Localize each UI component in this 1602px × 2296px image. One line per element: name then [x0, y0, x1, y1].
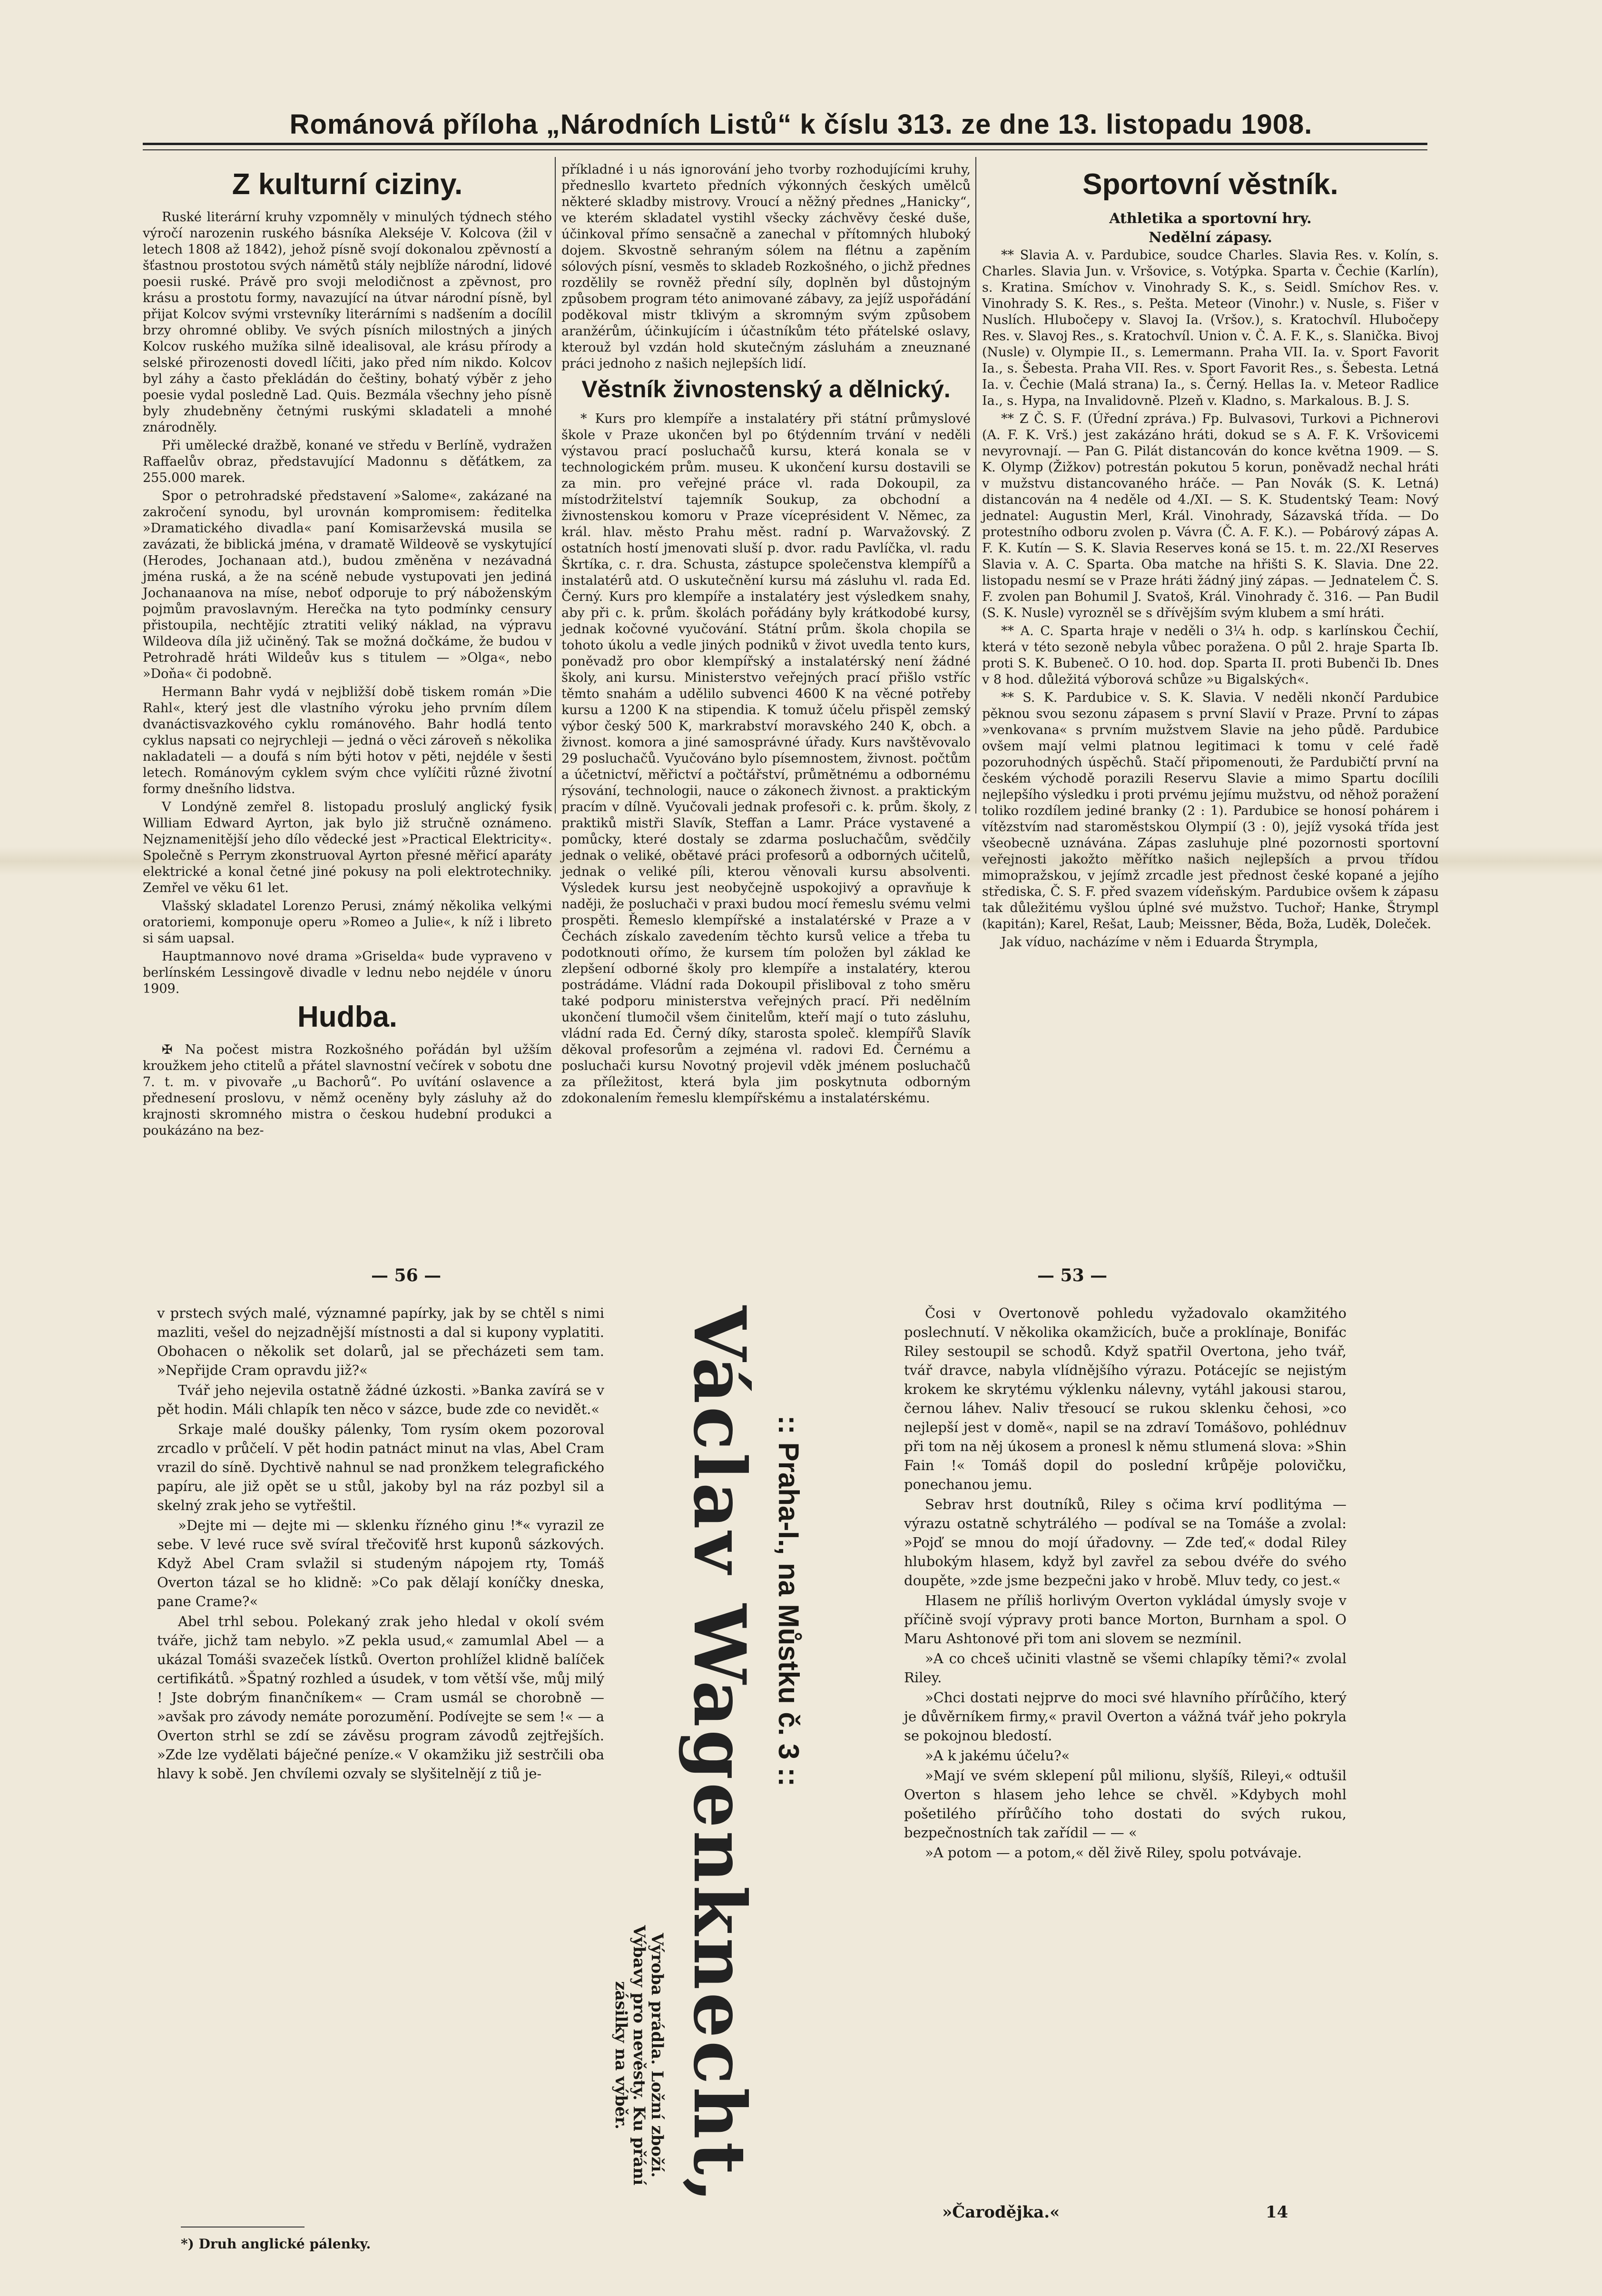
sport-para: ** Slavia A. v. Pardubice, soudce Charles. Slavia Res. v. Kolín, s. Charles. Slavia Jun. v. Vršovice, s. Votýpka. Sparta v. Čechie (Karlín), s. Kratina. Smíchov v. Vinohrady S. K., s. Seidl. Smíchov Res. v. Vinohrady S. K. Res., s. Pešta. Meteor (Vinohr.) v. Nusle, s. Fišer v Nuslích. Hlubočepy v. Slavoj Ia. (Vršov.), s. Kratochvíl. Hlubočepy Res. v. Slavoj Res., s. Kratochvíl. Union v. Č. A. F. K., s. Slanička. Bivoj (Nusle) v. Olympie II., s. Lemermann. Praha VII. Ia. v. Sport Favorit Ia., s. Šebesta. Praha VII. Res. v. Sport Favorit Res., s. Šebesta. Letná Ia. v. Čechie (Malá strana) Ia., s. Černý. Hellas Ia. v. Meteor Radlice Ia., s. Hypa, na Invalidovně. Plzeň v. Kladno, s. Markalous. B. J. S.: [982, 248, 1439, 408]
culture-para: Vlašský skladatel Lorenzo Perusi, známý několika velkými oratoriemi, komponuje operu »Romeo a Julie«, k níž i libreto si sám uapsal.: [143, 899, 552, 946]
sport-para: ** S. K. Pardubice v. S. K. Slavia. V neděli nkončí Pardubice pěknou svou sezonu zápasem s první Slavií v Praze. První to zápas »venkovana« s prvním mužstvem Slavie na jeho půdě. Pardubice ovšem mají velmi platnou legitimaci k tomu v celé řadě pozoruhodných úspěchů. Stačí připomenouti, že Pardubičtí první na českém východě porazili Reservu Slavie a mimo Spartu docílili nejlepšího výsledku i proti prvému jejímu mužstvu, od něhož poražení toliko rozdílem jediné branky (2 : 1). Pardubice se honosí pohárem i vítězstvím nad staroměstskou Olympií (3 : 0), jejíž vysoká třída jest všeobecně uznávána. Zápas zasluhuje plné pozornosti sportovní veřejnosti jakožto měřítko našich nejlepších a prvou třídou mimopražskou, v jejímž zrcadle jest přednost české kopané a jejího střediska, Č. S. F. před svazem vídeňským. Pardubice ovšem k zápasu tak důležitému vyšlou úplné své mužstvo. Tuchoř; Hanke, Štrympl (kapitán); Karel, Rešat, Laub; Meissner, Běda, Boža, Luděk, Doleček.: [982, 690, 1439, 932]
novel-page-right: [904, 1304, 1346, 1863]
column-sport: [982, 165, 1439, 952]
trade-para: * Kurs pro klempíře a instalatéry při státní průmyslové škole v Praze ukončen byl po 6týdenním trvání v neděli výstavou prací posluchačů kursu, která konala se v technologickém prům. museu. K ukončení kursu dostavili se za min. pro veřejné práce vl. rada Dokoupil, za místodržitelství tajemník Soukup, za obchodní a živnostenskou komoru v Praze víceprésident V. Němec, za král. hlav. město Prahu měst. radní p. Warvažovský. Z ostatních hostí jmenovati sluší p. dvor. radu Pavlíčka, vl. radu Škrtíka, c. r. dra. Schusta, zástupce společenstva klempířů a instalatérů atd. O uskutečnění kursu má zásluhu vl. rada Ed. Černý. Kurs pro klempíře a instalatéry jest výsledkem snahy, aby při c. k. prům. školách pořádány byly krátkodobé kursy, jednak kočovné vyučování. Státní prům. škola chopila se tohoto úkolu a vedle jiných podniků v život uvedla tento kurs, poněvadž pro obor klempířský a instalatérský není žádné školy, ani kursu. Ministerstvo veřejných prací přišlo vstříc těmto snahám a udělilo subvenci 4600 K na věcné potřeby kursu a 1200 K na stipendia. K tomuž účelu přispěl zemský výbor český 500 K, markrabství moravského 240 K, obch. a živnost. komora a jiné samosprávné úřady. Kurs navštěvovalo 29 posluchačů. Vyučováno bylo písemnostem, živnost. počtům a účetnictví, měřictví a počtářství, průmětnému a odbornému rýsování, technologii, nauce o zákonech živnost. a praktickým pracím v dílně. Vyučovali jednak profesoři c. k. prům. školy, z praktiků mistři Slavík, Steffan a Lamr. Práce vystavené a pomůcky, které dostaly se zdarma posluchačům, svědčily jednak o veliké, obětavé práci profesorů a odborných učitelů, jednak o veliké píli, kterou věnovali kursu absolventi. Výsledek kursu jest neobyčejně uspokojivý a opravňuje k naději, že posluchači v praxi budou mocí řemeslu svému velmi prospěti. Řemeslo klempířské a instalatérské v Praze a v Čechách získalo zavedením těchto kursů velice a třeba tu podotknouti ořímo, že kursem tím položen byl základ ke zlepšení odborné školy pro klempíře a instalatéry, kterou postrádáme. Vládní rada Dokoupil přisliboval z toho směru také podporu ministerstva veřejných prací. Při nedělním ukončení tlumočil všem činitelům, kteří mají o tuto zásluhu, vládní rada Ed. Černý díky, starosta společ. klempířů Slavík děkoval profesorům a zejména vl. radovi Ed. Černému a posluchači kursu Novotný projevil vděk jménem posluchačů za příležitost, která byla jim poskytnuta odborným zdokonalením řemeslu klempířskému a instalatérskému.: [561, 412, 971, 1106]
novel-para: Sebrav hrst doutníků, Riley s očima krví podlitýma — výrazu ostatně schytrálého — podíval se na Tomáše a zvolal: »Pojď se mnou do mojí úřadovny. — Zde teď,« dodal Riley hlubokým hlasem, když byl zavřel za sebou dvéře do svého doupěte, »zde jsme bezpečni jako v hrobě. Mluv tedy, co jest.«: [904, 1496, 1346, 1589]
advert-company-name: Václav Wagenknecht,: [678, 1305, 761, 2206]
novel-para: »A potom — a potom,« děl živě Riley, spolu potvávaje.: [925, 1845, 1302, 1861]
sport-subheading: Nedělní zápasy.: [1149, 229, 1272, 246]
column-trade: [561, 162, 971, 1109]
novel-para: »Mají ve svém sklepení půl milionu, slyšíš, Rileyi,« odtušil Overton s hlasem jeho lehce se chvěl. »Kdybych mohl pošetilého přírůčího toho dostati do svých rukou, bezpečnostních tak zařídil — — «: [904, 1767, 1346, 1841]
culture-para: Spor o petrohradské představení »Salome«, zakázané na zakročení synodu, byl urovnán kompromisem: ředitelka »Dramatického divadla« paní Komisarževská musila se zavázati, že biblická jména, v dramatě Wildeově se vyskytující (Herodes, Jochanaan atd.), budou změněna v nezávadná jména ruská, a že na scéně nebude vystupovati jen jediná Jochanaanova na míse, neboť odporuje to prý náboženským pojmům pravoslavným. Herečka na tyto podmínky censury přistoupila, nechtějíc ztratiti veliký náklad, na výpravu Wildeova díla již učiněný. Tak se možná dočkáme, že budou v Petrohradě hráti Wildeův kus s titulem — »Olga«, nebo »Doňa« či podobně.: [143, 489, 552, 681]
music-continued: příkladné i u nás ignorování jeho tvorby rozhodujícími kruhy, přednesllo kvarteto předních výkonných českých umělců některé skladby mistrovy. Vroucí a něžný přednes „Hanicky“, ve kterém skladatel vystihl všecky záchvěvy české duše, účinkoval přímo sensačně a zanechal v přítomných hluboký dojem. Skvostně sehraným sólem na flétnu a zapěním sólových písní, vesměs to skladeb Rozkošného, o jichž přednes rozdělily se rovněž přední síly, doplněn byl důstojným způsobem program této animované zábavy, za jejíž uspořádání poděkoval mistr tklivým a skromným svým způsobem aranžérům, účinkujícím i účastníkům této přátelské oslavy, kterouž byl vzdán hold skutečným zásluhám a zneuznané práci jednoho z našich nejlepších lidí.: [561, 162, 971, 371]
novel-para: »Dejte mi — dejte mi — sklenku řízného ginu !*« vyrazil ze sebe. V levé ruce svě svíral třečoviťě hrst kuponů sázkových. Když Abel Cram svlažil si studeným nápojem rty, Tomáš Overton tázal se ho klidně: »Co pak dělají koníčky dneska, pane Crame?«: [157, 1517, 604, 1609]
novel-title-footer: »Čarodějka.«: [942, 2203, 1060, 2222]
culture-para: Hauptmannovo nové drama »Griselda« bude vypraveno v berlínském Lessingově divadle v lednu nebo nejdéle v únoru 1909.: [143, 949, 552, 996]
novel-para: Hlasem ne příliš horlivým Overton vykládal úmysly svoje v příčině svojí výpravy proti bance Morton, Burnham a spol. O Maru Ashtonové při tom ani slovem se nezmínil.: [904, 1592, 1346, 1647]
masthead-rule-thick: [143, 143, 1427, 145]
sport-para: ** A. C. Sparta hraje v neděli o 3¼ h. odp. s karlínskou Čechií, která v této sezoně nebyla vůbec poražena. O půl 2. hraje Sparta Ib. proti S. K. Bubeneč. O 10. hod. dop. Sparta II. proti Bubenči Ib. Dnes v 8 hod. důležitá výborová schůze »u Bigalských«.: [982, 624, 1439, 687]
novel-para: Tvář jeho nejevila ostatně žádné úzkosti. »Banka zavírá se v pět hodin. Máli chlapík ten něco v sázce, bude zde co nevidět.«: [157, 1382, 604, 1417]
sport-para: Jak víduo, nacházíme v něm i Eduarda Štrympla,: [1001, 935, 1318, 950]
novel-para: »Chci dostati nejprve do moci své hlavního přírůčího, který je důvěrníkem firmy,« pravil Overton a vážná tvář jeho pokryla se pokojnou bledostí.: [904, 1689, 1346, 1744]
page-folio-left: — 56 —: [371, 1266, 442, 1285]
advert-address: :: Praha-I., na Můstku č. 3 ::: [773, 1415, 805, 1787]
culture-para: V Londýně zemřel 8. listopadu proslulý anglický fysik William Edward Ayrton, jak bylo již stručně oznámeno. Nejznamenitější jeho dílo vědecké jest »Practical Elektricity«. Společně s Perrym zkonstruoval Ayrton přesné měřicí aparáty elektrické a konal četné jiné pokusy na poli elektrotechniky. Zemřel ve věku 61 let.: [143, 800, 552, 895]
page-folio-right: — 53 —: [1037, 1266, 1108, 1285]
culture-para: Hermann Bahr vydá v nejbližší době tiskem román »Die Rahl«, který jest dle vlastního výroku jeho prvním dílem dvanáctisvazkového cyklu románového. Bahr hodlá tento cyklus napsati co nejrychleji — jedná o věci zároveň s několika nakladateli — a doufá s ním býti hotov v pěti, nejdéle v šesti letech. Románovým cyklem svým chce vylíčiti různé životní formy dnešního lidstva.: [143, 685, 552, 796]
culture-para: Při umělecké dražbě, konané ve středu v Berlíně, vydražen Raffaelův obraz, představující Madonnu s děťátkem, za 255.000 marek.: [143, 438, 552, 485]
music-para: ✠ Na počest mistra Rozkošného pořádán byl užším kroužkem jeho ctitelů a přátel slavnostní večírek v sobotu dne 7. t. m. v pivovaře „u Bachorů“. Po uvítání oslavence a přednesení proslovu, v němž oceněny byly zásluhy až do krajnosti skromného mistra o českou hudební produkci a poukázáno na bez-: [143, 1042, 552, 1138]
masthead: Románová příloha „Národních Listů“ k číslu 313. ze dne 13. listopadu 1908.: [289, 109, 1313, 140]
column-culture: [143, 165, 552, 1141]
music-heading: Hudba.: [297, 1001, 398, 1033]
sport-heading: Sportovní věstník.: [1082, 168, 1338, 201]
novel-para: Abel trhl sebou. Polekaný zrak jeho hledal v okolí svém tváře, jichž tam nebylo. »Z pekla usud,« zamumlal Abel — a ukázal Tomáši svazeček lístků. Overton prohlížel klidně balíček certifikátů. »Špatný rozhled a úsudek, v tom větší vše, můj milý ! Jste dobrým finančníkem« — Cram usmál se chorobně — »avšak pro závody nemáte porozumění. Podívejte se sem !« — a Overton strhl se zdí se závěsu program závodů zejtřejších. »Zde lze vydělati báječné peníze.« V okamžiku již sestrčili oba hlavy k sobě. Jen chvílemi ozvaly se slyšitelnějí z tiů je-: [157, 1613, 604, 1782]
culture-para: Ruské literární kruhy vzpomněly v minulých týdnech stého výročí narozenin ruského básníka Alekséje V. Kolcova (žil v letech 1808 až 1842), jehož písně svojí dokonalou zpěvností a šťastnou prostotou svých námětů stály nejblíže národní, lidové poesii ruské. Právě pro svoji melodičnost a zpěvnost, pro krásu a prostotu formy, navazující na útvar národní písně, byl přijat Kolcov svými vrstevníky literárními s nadšením a docílil brzy ohromné obliby. Ve svých písních milostných a jiných Kolcov ruského mužíka silně idealisoval, ale krásu přírody a selské přirozenosti dovedl líčiti, jako před ním nikdo. Kolcov byl záhy a často překládán do češtiny, bohatý výběr z jeho poesie vydal posledně Lad. Quis. Bezmála všechny jeho písně byly zhudebněny četnými ruskými skladateli a mnohé znárodněly.: [143, 210, 552, 435]
novel-para: Čosi v Overtonově pohledu vyžadovalo okamžitého poslechnutí. V několika okamžicích, buče a proklínaje, Bonifác Riley sestoupil se schodů. Když spatřil Overtona, jeho tvář, tvář dravce, nabyla vlídnějšího výrazu. Potácejíc se nejistým krokem ke skrytému výklenku nálevny, vytáhl jakousi starou, černou láhev. Naliv třesoucí se rukou sklenku čehosi, »co nejlepší jest v domě«, napil se na zdraví Tomášovo, pohlédnuv při tom na něj úkosem a pronesl k němu stlumená slova: »Shin Fain !« Tomáš dopil do poslední krůpěje polovičku, ponechanou jemu.: [904, 1305, 1346, 1492]
sport-para: ** Z Č. S. F. (Úřední zpráva.) Fp. Bulvasovi, Turkovi a Pichnerovi (A. F. K. Vrš.) jest zakázáno hráti, dokud se s A. F. K. Vršovicemi nevyrovnají. — Pan G. Pilát distancován do konce května 1909. — S. K. Olymp (Žižkov) potrestán pokutou 5 korun, poněvadž nechal hráti v mužstvu distancovaného hráče. — Pan Novák (S. K. Letná) distancován na 4 neděle od 4./XI. — S. K. Studentský Team: Nový jednatel: Augustin Merl, Král. Vinohrady, Sázavská třída. — Do protestního odboru zvolen p. Vávra (Č. A. F. K.). — Pobárový zápas A. F. K. Kutín — S. K. Slavia Reserves koná se 15. t. m. 22./XI Reserves Slavia v. A. C. Sparta. Oba matche na hřišti S. K. Slavia. Dne 22. listopadu nesmí se v Praze hráti žádný jiný zápas. — Jednatelem Č. S. F. zvolen pan Bohumil J. Svatoš, Král. Vinohrady č. 316. — Pan Budil (S. K. Nusle) vyrozněl se s dřívějším svým klubem a smí hráti.: [982, 412, 1439, 620]
column-divider: [555, 157, 556, 814]
advertisement-rotated: [611, 1304, 809, 2208]
masthead-rule-thin: [143, 149, 1427, 150]
novel-para: »A k jakému účelu?«: [925, 1747, 1070, 1764]
novel-para: v prstech svých malé, významné papírky, jak by se chtěl s nimi mazliti, vešel do nejzadnější místnosti a dal si kupony vyplatiti. Obohacen o několik set dolarů, jal se přecházeti sem tam. »Nepřijde Cram opravdu již?«: [157, 1305, 604, 1378]
novel-para: »A co chceš učiniti vlastně se všemi chlapíky těmi?« zvolal Riley.: [904, 1650, 1346, 1686]
column-divider: [975, 157, 976, 814]
novel-para: Srkaje malé doušky pálenky, Tom rysím okem pozoroval zrcadlo v průčelí. V pět hodin patnáct minut na vlas, Abel Cram vrazil do síně. Dychtivě nahnul se nad pronžkem telegrafického papíru, ale již opět se u stůl, jakoby byl na ráz pozbyl sil a skelný zrak jeho se vytřeštil.: [157, 1421, 604, 1513]
footnote: *) Druh anglické pálenky.: [181, 2236, 371, 2252]
trade-heading: Věstník živnostenský a dělnický.: [581, 376, 951, 402]
page-number: 14: [1266, 2203, 1288, 2222]
culture-heading: Z kulturní ciziny.: [232, 168, 463, 201]
sport-subheading: Athletika a sportovní hry.: [1109, 210, 1312, 227]
novel-page-left: [157, 1304, 604, 1784]
advertisement: [611, 1304, 809, 2208]
advert-note: Výroba prádla. Ložní zboží. Výbavy pro nevěsty. Ku přání zásilky na výběr.: [611, 1925, 667, 2186]
